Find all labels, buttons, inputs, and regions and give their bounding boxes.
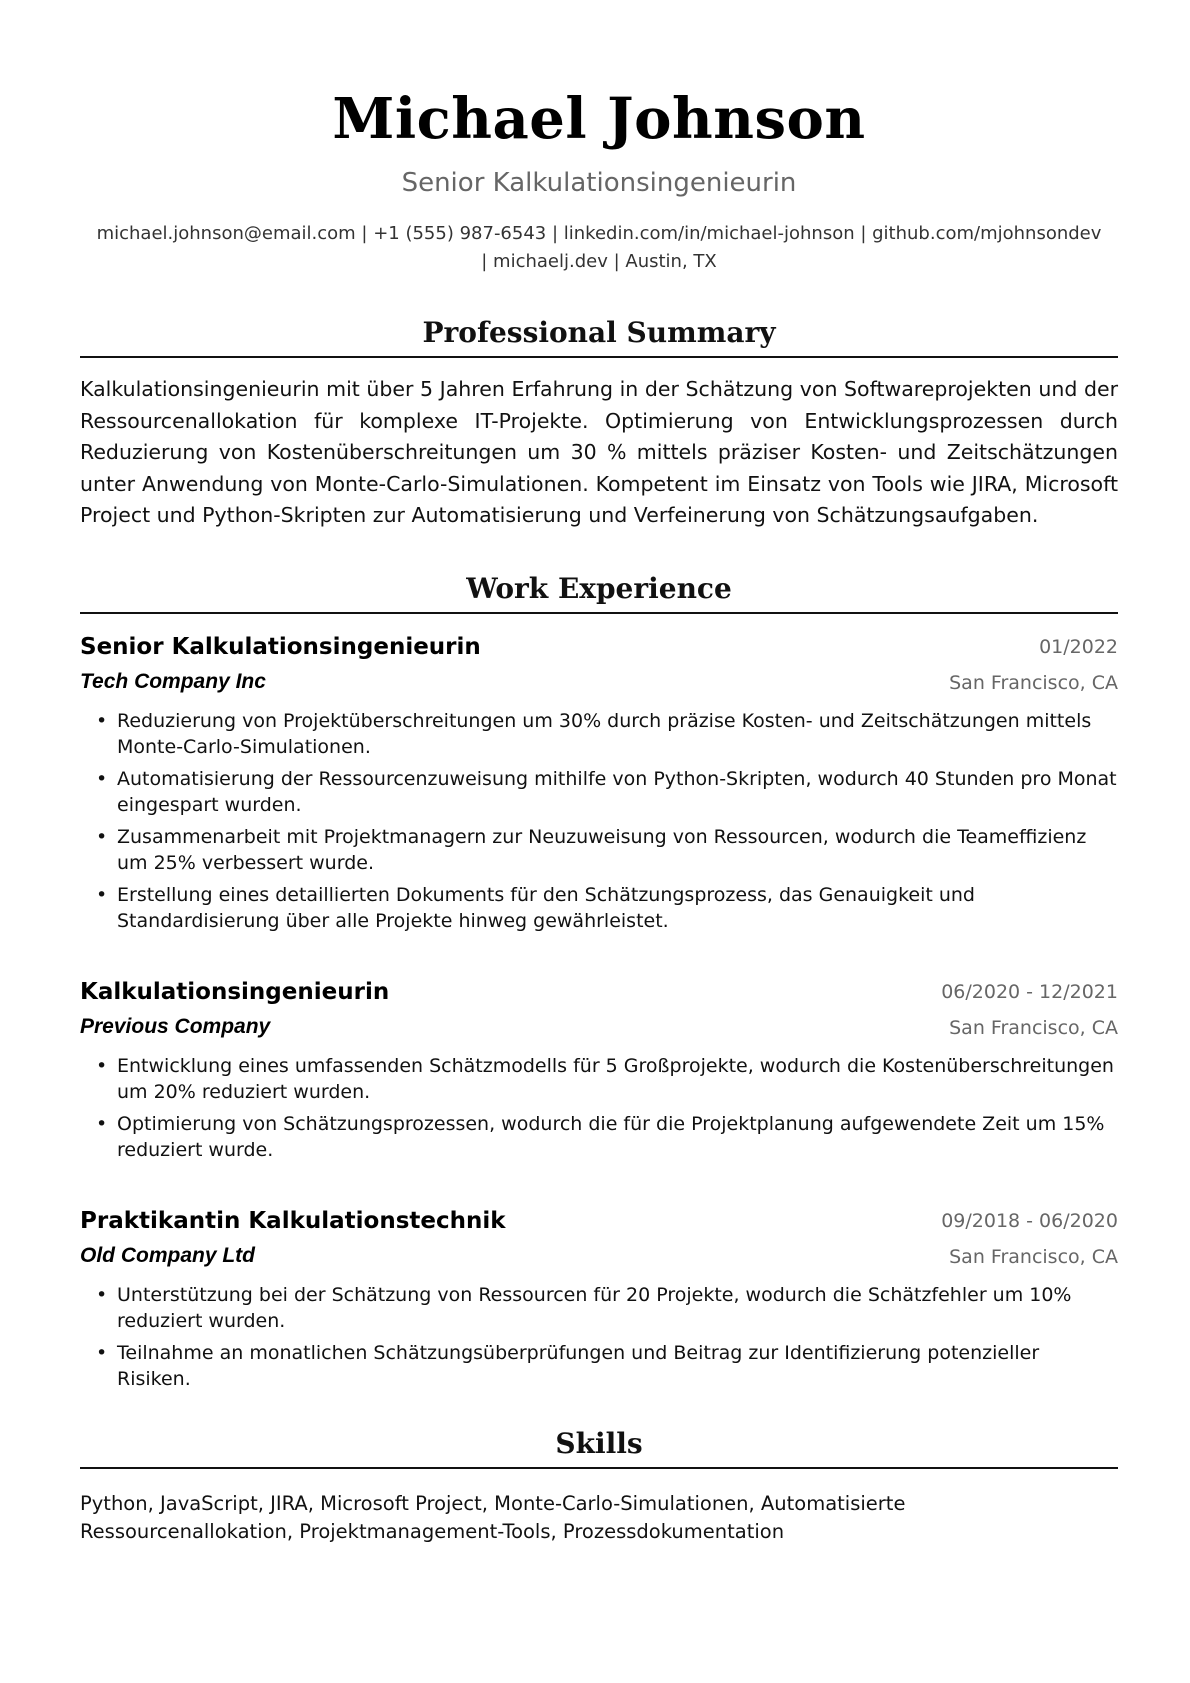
job-date: 06/2020 - 12/2021 (941, 981, 1118, 1003)
company-name: Previous Company (80, 1015, 271, 1038)
bullet-item (80, 1111, 1118, 1163)
bullet-icon: • (96, 1055, 108, 1077)
bullet-text: Automatisierung der Ressourcenzuweisung mithilfe von Python-Skripten, wodurch 40 Stunden pro Monat eingespart wurden. (117, 768, 1117, 816)
contact-line-1: michael.johnson@email.com | +1 (555) 987-6543 | linkedin.com/in/michael-johnson | github.com/mjohnsondev (96, 223, 1102, 244)
skills-list: Python, JavaScript, JIRA, Microsoft Project, Monte-Carlo-Simulationen, Automatisierte Ressourcenallokation, Projektmanagement-Tools, Prozessdokumentation (80, 1492, 906, 1543)
candidate-title: Senior Kalkulationsingenieurin (401, 168, 797, 198)
candidate-name: Michael Johnson (332, 86, 866, 152)
contact-info (80, 220, 1118, 276)
bullet-icon: • (96, 1113, 108, 1135)
skills-divider (80, 1467, 1118, 1469)
bullet-item (80, 1282, 1118, 1334)
bullet-text: Erstellung eines detaillierten Dokuments für den Schätzungsprozess, das Genauigkeit und Standardisierung über alle Projekte hinweg gewährleistet. (117, 884, 975, 932)
bullet-item (80, 824, 1118, 876)
job-location: San Francisco, CA (949, 672, 1118, 694)
bullet-icon: • (96, 1284, 108, 1306)
job-title: Senior Kalkulationsingenieurin (80, 634, 481, 660)
company-name: Tech Company Inc (80, 670, 266, 693)
experience-divider (80, 612, 1118, 614)
job-location: San Francisco, CA (949, 1017, 1118, 1039)
contact-line-2: | michaelj.dev | Austin, TX (481, 251, 717, 272)
summary-text: Kalkulationsingenieurin mit über 5 Jahren Erfahrung in der Schätzung von Softwareprojekten und der Ressourcenallokation für komplexe IT-Projekte. Optimierung von Entwicklungsprozessen durch Reduzierung von Kostenüberschreitungen um 30 % mittels präziser Kosten- und Zeitschätzungen unter Anwendung von Monte-Carlo-Simulationen. Kompetent im Einsatz von Tools wie JIRA, Microsoft Project und Python-Skripten zur Automatisierung und Verfeinerung von Schätzungsaufgaben. (80, 377, 1118, 527)
bullet-icon: • (96, 884, 108, 906)
bullet-item (80, 882, 1118, 934)
job-bullets (80, 1282, 1118, 1398)
bullet-icon: • (96, 1342, 108, 1364)
job-location: San Francisco, CA (949, 1246, 1118, 1268)
bullet-icon: • (96, 826, 108, 848)
bullet-text: Reduzierung von Projektüberschreitungen um 30% durch präzise Kosten- und Zeitschätzungen mittels Monte-Carlo-Simulationen. (117, 710, 1092, 758)
bullet-item (80, 708, 1118, 760)
job-date: 09/2018 - 06/2020 (941, 1210, 1118, 1232)
job-bullets (80, 1053, 1118, 1169)
bullet-text: Teilnahme an monatlichen Schätzungsüberprüfungen und Beitrag zur Identifizierung potenzieller Risiken. (117, 1342, 1040, 1390)
bullet-text: Optimierung von Schätzungsprozessen, wodurch die für die Projektplanung aufgewendete Zeit um 15% reduziert wurde. (117, 1113, 1105, 1161)
skills-heading: Skills (555, 1427, 643, 1460)
job-date: 01/2022 (1039, 636, 1118, 658)
bullet-icon: • (96, 710, 108, 732)
summary-heading: Professional Summary (422, 316, 776, 349)
bullet-item (80, 1340, 1118, 1392)
bullet-item (80, 766, 1118, 818)
bullet-text: Zusammenarbeit mit Projektmanagern zur Neuzuweisung von Ressourcen, wodurch die Teameffizienz um 25% verbessert wurde. (117, 826, 1087, 874)
company-name: Old Company Ltd (80, 1244, 255, 1267)
bullet-text: Unterstützung bei der Schätzung von Ressourcen für 20 Projekte, wodurch die Schätzfehler um 10% reduziert wurden. (117, 1284, 1072, 1332)
summary-divider (80, 356, 1118, 358)
bullet-item (80, 1053, 1118, 1105)
job-title: Praktikantin Kalkulationstechnik (80, 1208, 506, 1234)
experience-heading: Work Experience (466, 572, 732, 605)
bullet-icon: • (96, 768, 108, 790)
bullet-text: Entwicklung eines umfassenden Schätzmodells für 5 Großprojekte, wodurch die Kostenüberschreitungen um 20% reduziert wurden. (117, 1055, 1114, 1103)
job-title: Kalkulationsingenieurin (80, 979, 390, 1005)
job-bullets (80, 708, 1118, 940)
